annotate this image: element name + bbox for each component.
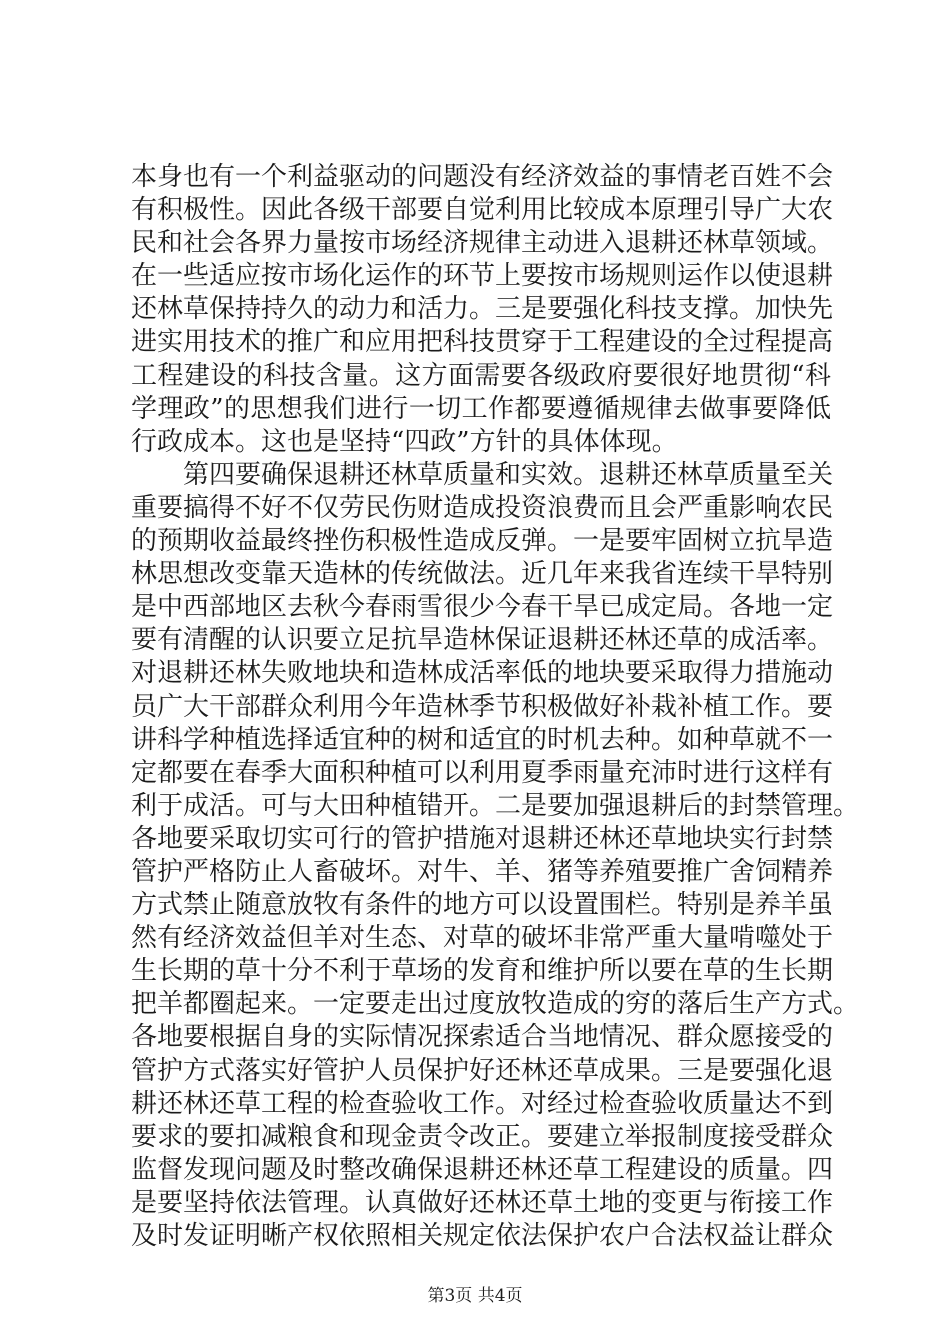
page-footer	[0, 1281, 950, 1306]
text-line: 定都要在春季大面积种植可以利用夏季雨量充沛时进行这样有	[131, 757, 834, 788]
text-line: 在一些适应按市场化运作的环节上要按市场规则运作以使退耕	[131, 261, 834, 292]
page-number: 第3页 共4页	[427, 1286, 523, 1306]
text-line: 有积极性。因此各级干部要自觉利用比较成本原理引导广大农	[131, 195, 834, 226]
text-line: 工程建设的科技含量。这方面需要各级政府要很好地贯彻“科	[131, 360, 831, 391]
text-line: 各地要根据自身的实际情况探索适合当地情况、群众愿接受的	[131, 1022, 834, 1053]
text-line: 管护严格防止人畜破坏。对牛、羊、猪等养殖要推广舍饲精养	[131, 856, 834, 887]
text-line-paragraph-end: 行政成本。这也是坚持“四政”方针的具体体现。	[131, 426, 678, 457]
text-line: 是中西部地区去秋今春雨雪很少今春干旱已成定局。各地一定	[131, 592, 834, 623]
text-line: 是要坚持依法管理。认真做好还林还草土地的变更与衔接工作	[131, 1187, 834, 1218]
text-line: 然有经济效益但羊对生态、对草的破坏非常严重大量啃噬处于	[131, 923, 834, 954]
text-line: 方式禁止随意放牧有条件的地方可以设置围栏。特别是养羊虽	[131, 890, 834, 921]
text-line: 民和社会各界力量按市场经济规律主动进入退耕还林草领域。	[131, 228, 834, 259]
text-line: 管护方式落实好管护人员保护好还林还草成果。三是要强化退	[131, 1055, 834, 1086]
text-line: 要有清醒的认识要立足抗旱造林保证退耕还林还草的成活率。	[131, 625, 834, 656]
text-line: 的预期收益最终挫伤积极性造成反弹。一是要牢固树立抗旱造	[131, 526, 834, 557]
text-line: 本身也有一个利益驱动的问题没有经济效益的事情老百姓不会	[131, 162, 834, 192]
text-line: 利于成活。可与大田种植错开。二是要加强退耕后的封禁管理。	[131, 790, 860, 821]
text-line: 员广大干部群众利用今年造林季节积极做好补栽补植工作。要	[131, 691, 834, 722]
body-text	[131, 161, 860, 1253]
text-line: 讲科学种植选择适宜种的树和适宜的时机去种。如种草就不一	[131, 724, 834, 755]
text-line-paragraph-start: 第四要确保退耕还林草质量和实效。退耕还林草质量至关	[183, 459, 834, 490]
text-line: 进实用技术的推广和应用把科技贯穿于工程建设的全过程提高	[131, 327, 834, 358]
text-line: 把羊都圈起来。一定要走出过度放牧造成的穷的落后生产方式。	[131, 989, 860, 1020]
text-line: 各地要采取切实可行的管护措施对退耕还林还草地块实行封禁	[131, 823, 834, 854]
text-line: 要求的要扣减粮食和现金责令改正。要建立举报制度接受群众	[131, 1121, 834, 1152]
text-line: 林思想改变靠天造林的传统做法。近几年来我省连续干旱特别	[131, 559, 834, 590]
text-line: 重要搞得不好不仅劳民伤财造成投资浪费而且会严重影响农民	[131, 492, 834, 523]
text-line: 学理政”的思想我们进行一切工作都要遵循规律去做事要降低	[131, 393, 831, 424]
text-line: 生长期的草十分不利于草场的发育和维护所以要在草的生长期	[131, 956, 834, 987]
text-line: 及时发证明晰产权依照相关规定依法保护农户合法权益让群众	[131, 1221, 834, 1251]
text-line: 监督发现问题及时整改确保退耕还林还草工程建设的质量。四	[131, 1154, 834, 1185]
text-line: 耕还林还草工程的检查验收工作。对经过检查验收质量达不到	[131, 1088, 834, 1119]
text-line: 还林草保持持久的动力和活力。三是要强化科技支撑。加快先	[131, 294, 834, 325]
text-line: 对退耕还林失败地块和造林成活率低的地块要采取得力措施动	[131, 658, 834, 689]
